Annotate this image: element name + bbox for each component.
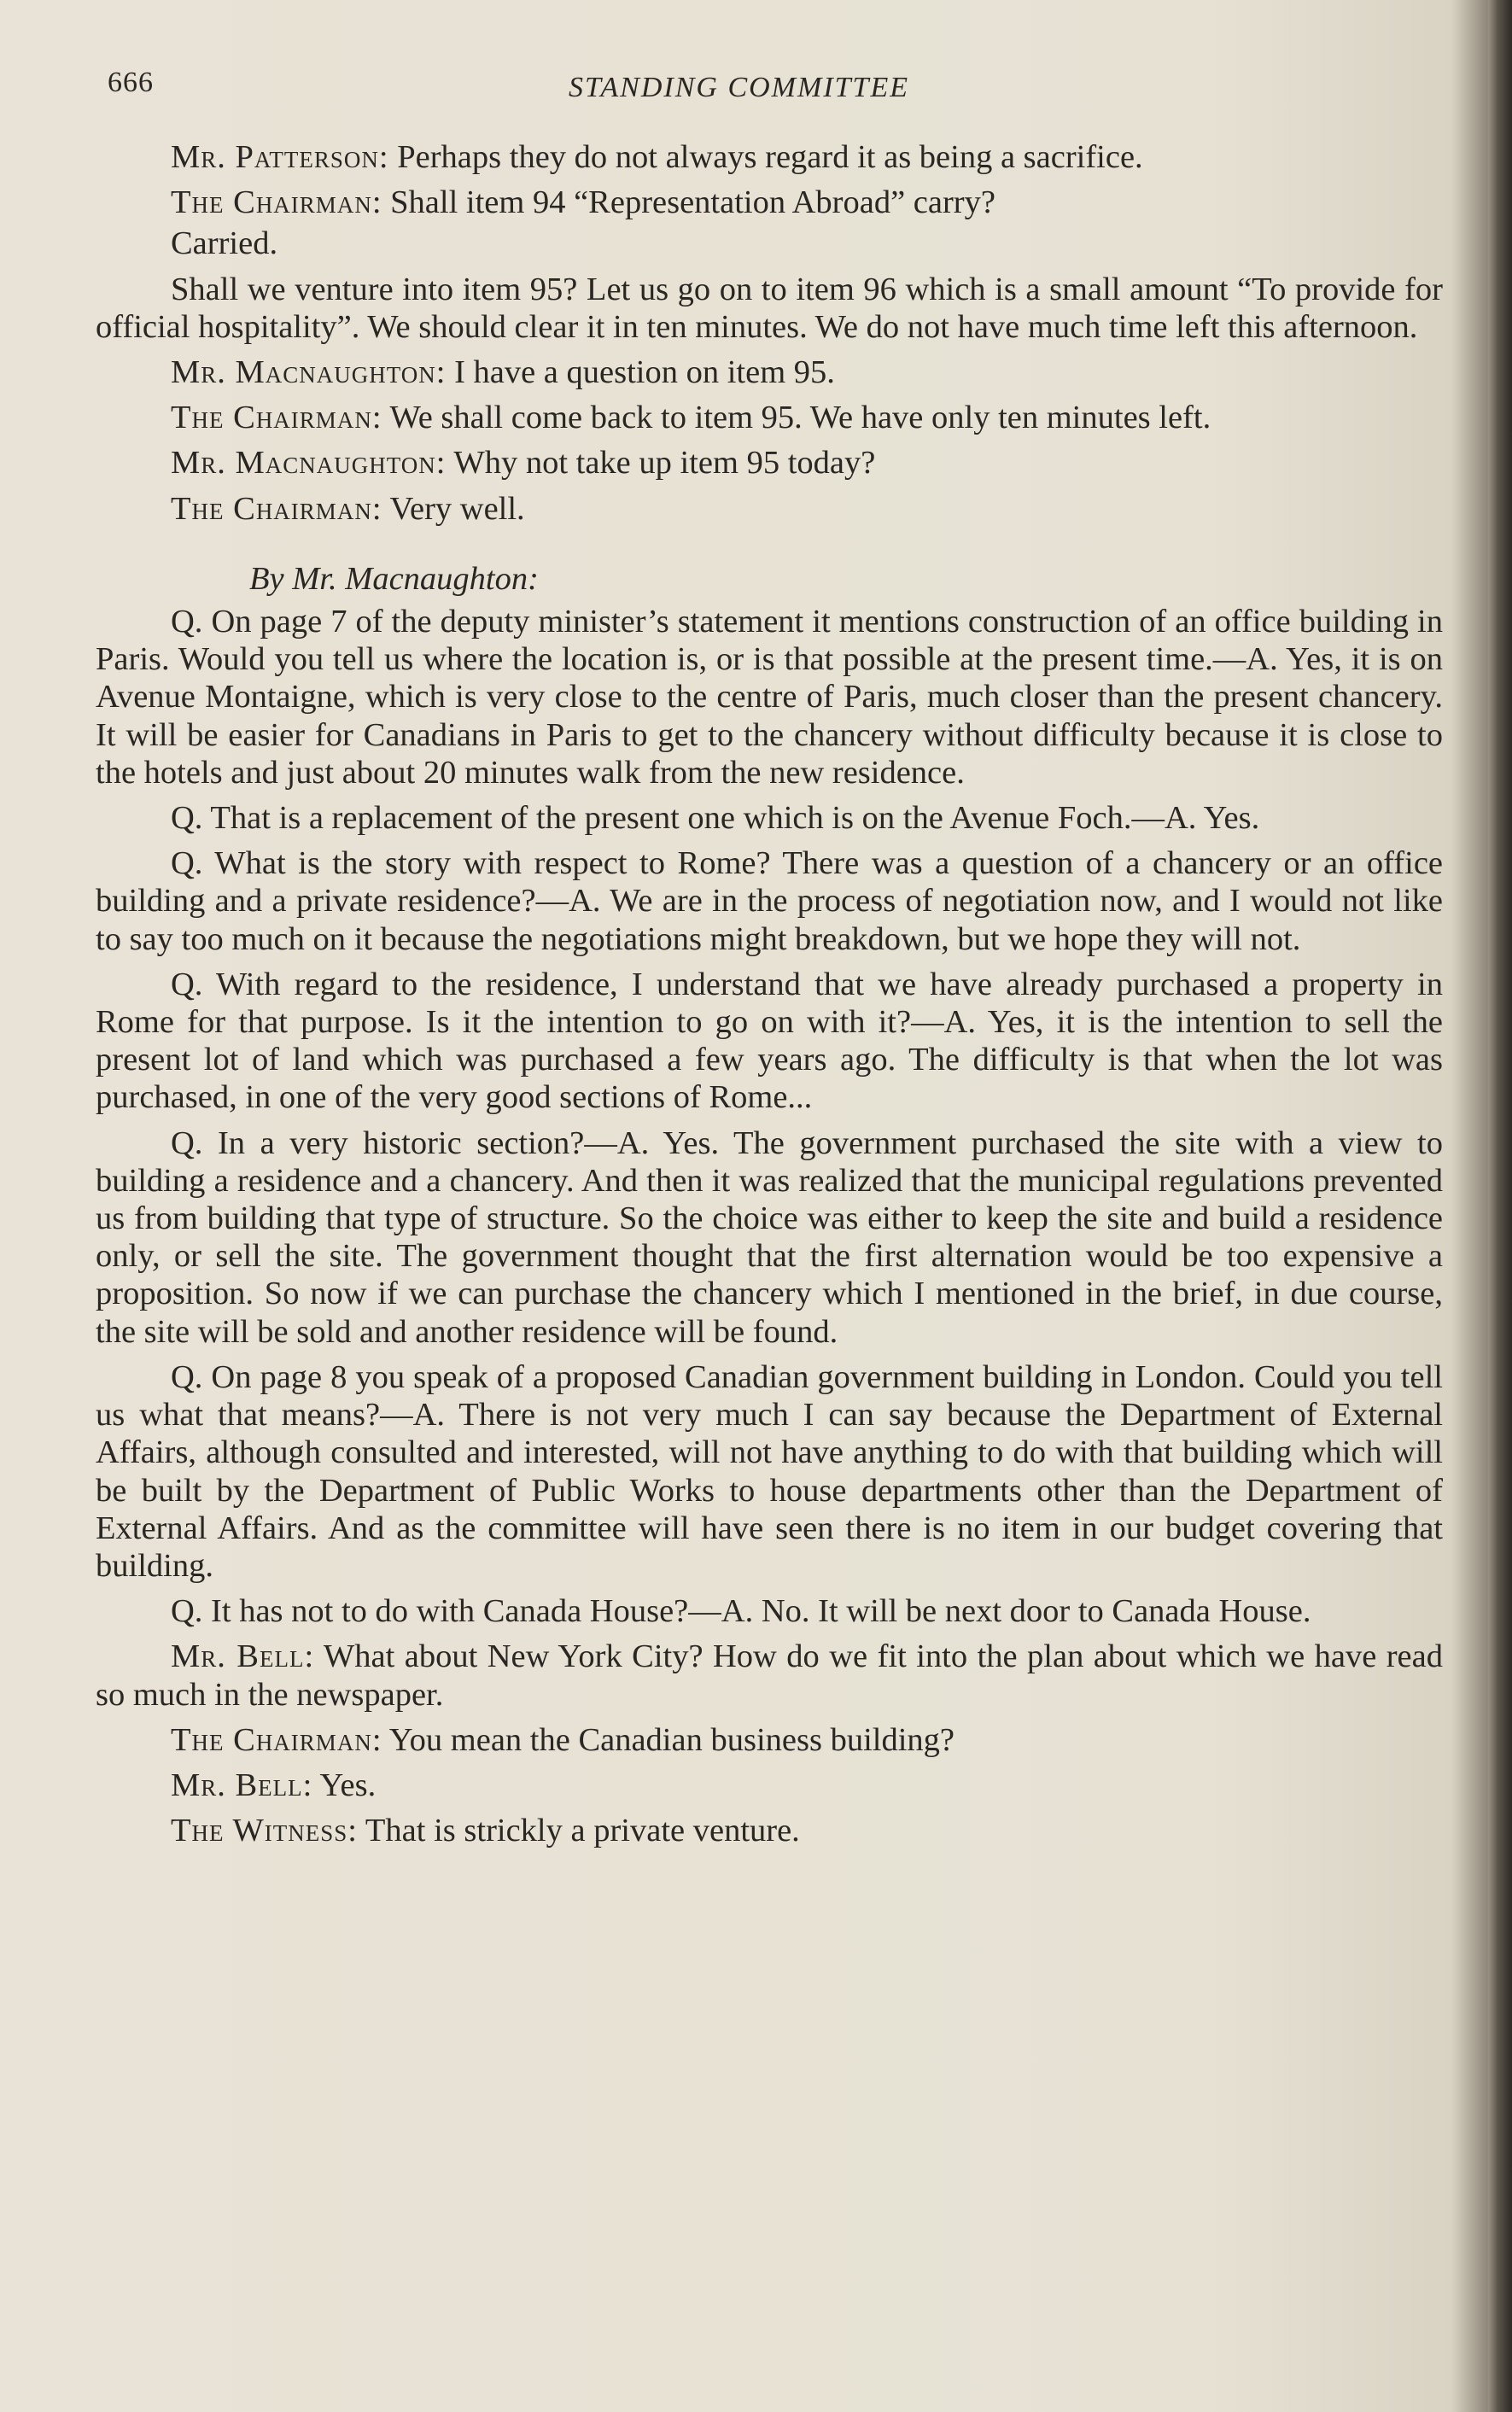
paragraph-bell-new-york [96,1638,1443,1713]
speech: You mean the Canadian business building? [382,1721,954,1758]
paragraph-macnaughton-question [96,353,1443,391]
paragraph-witness [96,1812,1443,1849]
speech: Q. It has not to do with Canada House?—A. No. It will be next door to Canada House. [171,1593,1311,1630]
speech: Very well. [382,490,525,527]
speech: Shall item 94 “Representation Abroad” carry? [382,184,995,221]
speaker: The Witness: [171,1813,358,1849]
paragraph-patterson [96,138,1443,176]
examiner-byline [96,560,1443,598]
speaker: The Chairman: [171,1721,382,1758]
paragraph-chairman-item94 [96,184,1443,221]
paragraph-q-foch [96,799,1443,837]
body-text [96,138,1443,1857]
paragraph-bell-yes [96,1767,1443,1804]
speaker: Mr. Patterson: [171,139,389,175]
speaker: Mr. Macnaughton: [171,445,447,482]
speech: That is strickly a private venture. [357,1813,800,1849]
speaker: The Chairman: [171,184,382,221]
page-number: 666 [108,67,154,98]
speaker: Mr. Macnaughton: [171,354,447,391]
speech: Q. On page 8 you speak of a proposed Canadian government building in London. Could you tell us what that means?—A. There is not very much I can say because the Department of External Affairs, although consulted and interested, will not have anything to do with that building which will be built by the Department of Public Works to house departments other than the Department of External Affairs. And as the committee will have seen there is no item in our budget covering that building. [96,1358,1443,1584]
running-title: STANDING COMMITTEE [569,72,909,103]
speech: Q. What is the story with respect to Rome? There was a question of a chancery or an office building and a private residence?—A. We are in the process of negotiation now, and I would not like to say too much on it because the negotiations might breakdown, but we hope they will not. [96,845,1443,957]
paragraph-q-rome [96,844,1443,958]
speaker: The Chairman: [171,490,382,527]
page-header [108,67,1392,109]
speech: Q. That is a replacement of the present one which is on the Avenue Foch.—A. Yes. [171,800,1260,837]
speech: I have a question on item 95. [446,354,835,391]
paragraph-item95 [96,271,1443,346]
speech: What about New York City? How do we fit into the plan about which we have read so much in the newspaper. [96,1638,1443,1713]
speech: Q. With regard to the residence, I understand that we have already purchased a property in Rome for that purpose. Is it the intention to go on with it?—A. Yes, it is the intention to sell the present lot of land which was purchased a few years ago. The difficulty is that when the lot was purchased, in one of the very good sections of Rome... [96,966,1443,1116]
speaker: Mr. Bell: [171,1767,313,1803]
speech: Yes. [312,1767,377,1803]
speaker: Mr. Bell: [171,1638,315,1675]
paragraph-q-historic [96,1124,1443,1351]
speaker: The Chairman: [171,400,382,436]
paragraph-chairman-come-back [96,399,1443,436]
speech: Shall we venture into item 95? Let us go on to item 96 which is a small amount “To provide for official hospitality”. We should clear it in ten minutes. We do not have much time left this afternoon. [96,271,1443,345]
paragraph-macnaughton-today [96,444,1443,482]
speech: By Mr. Macnaughton: [249,560,539,597]
book-spine-edge [1488,0,1512,2412]
paragraph-q-canada-house [96,1592,1443,1630]
paragraph-carried [96,225,1443,262]
speech: Q. On page 7 of the deputy minister’s statement it mentions construction of an office building in Paris. Would you tell us where the location is, or is that possible at the present time.—A. Yes, it is on Avenue Montaigne, which is very close to the centre of Paris, much closer than the present chancery. It will be easier for Canadians in Paris to get to the chancery without difficulty because it is close to the hotels and just about 20 minutes walk from the new residence. [96,604,1443,791]
paragraph-q-london [96,1358,1443,1585]
speech: We shall come back to item 95. We have only ten minutes left. [382,400,1211,436]
speech: Carried. [171,225,278,262]
speech: Why not take up item 95 today? [446,445,876,482]
paragraph-chairman-business [96,1721,1443,1759]
paragraph-q-paris [96,603,1443,791]
paragraph-q-residence [96,966,1443,1117]
speech: Q. In a very historic section?—A. Yes. The government purchased the site with a view to building a residence and a chancery. And then it was realized that the municipal regulations prevented us from building that type of structure. So the choice was either to keep the site and build a residence only, or sell the site. The government thought that the first alternation would be too expensive a proposition. So now if we can purchase the chancery which I mentioned in the brief, in due course, the site will be sold and another residence will be found. [96,1124,1443,1350]
speech: Perhaps they do not always regard it as being a sacrifice. [388,139,1143,175]
paragraph-chairman-very-well [96,490,1443,528]
